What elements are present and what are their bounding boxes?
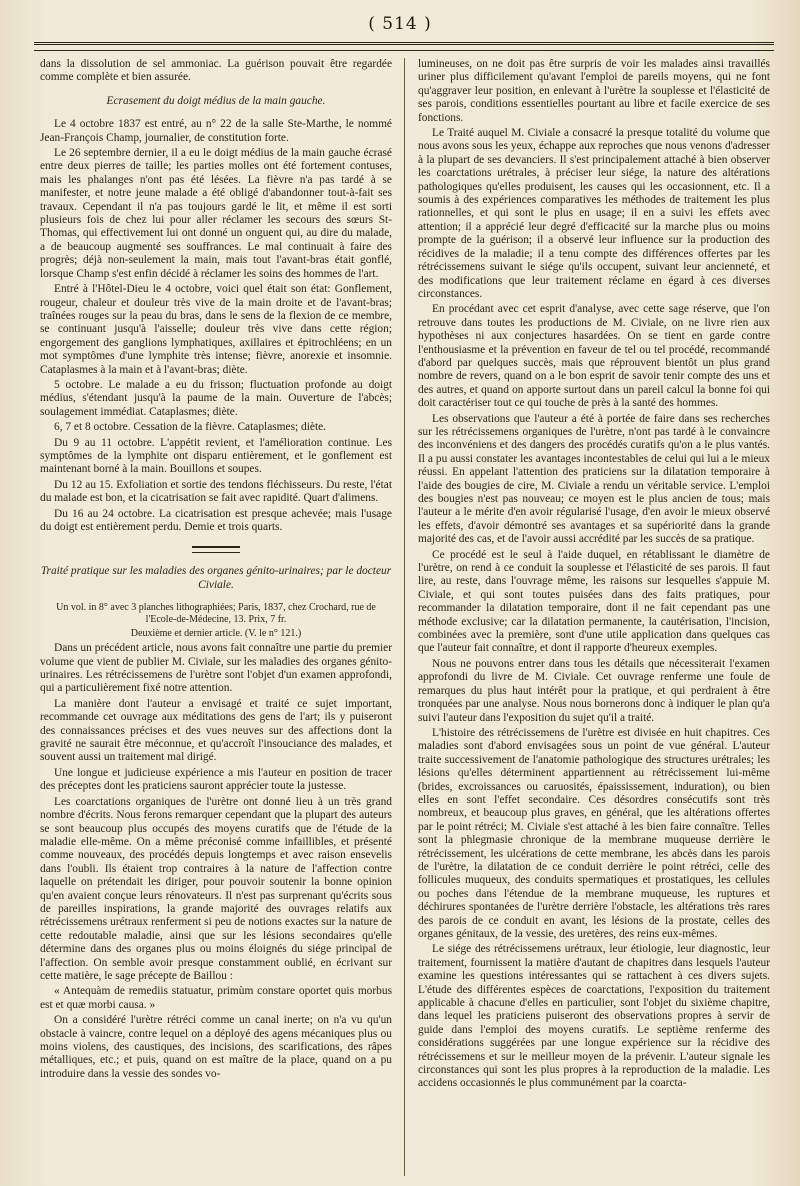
paragraph: Les observations que l'auteur a été à portée de faire dans ses recherches sur les rétrécissemens organiques de l'urètre, n'ont pas tardé à le convaincre des inconvéniens et des dangers des procédés curatifs qu'on a le plus vantés. Il a pu aussi constater les avantages incontestables de celui qui lui a le mieux réussi. En appelant l'attention des praticiens sur la dilatation temporaire à l'aide des bougies de cire, M. Civiale a rendu un véritable service. L'emploi des bougies n'est pas nouveau; ce moyen est le plus ancien de tous; mais l'auteur a le mérite d'en avoir régularisé l'usage, d'en avoir le mieux observé les effets, d'avoir démontré ses avantages et sa supériorité dans la grande majorité des cas, et de l'avoir aussi accrédité par les succès de sa pratique.: [418, 412, 770, 546]
paragraph: Du 9 au 11 octobre. L'appétit revient, et l'amélioration continue. Les symptômes de la lymphite ont disparu entièrement, et le gonflement est maintenant borné à la main. Bouillons et soupes.: [40, 436, 392, 476]
column-divider: [404, 58, 405, 1176]
right-column: [418, 58, 770, 1176]
section-ornament: [192, 546, 240, 553]
paragraph: dans la dissolution de sel ammoniac. La guérison pouvait être regardée comme complète et bien assurée.: [40, 58, 392, 84]
paragraph: Du 16 au 24 octobre. La cicatrisation est presque achevée; mais l'usage du doigt est entièrement perdu. Demie et trois quarts.: [40, 507, 392, 533]
paragraph: 6, 7 et 8 octobre. Cessation de la fièvre. Cataplasmes; diète.: [54, 421, 327, 434]
paragraph: L'histoire des rétrécissemens de l'urètre est divisée en huit chapitres. Ces maladies sont d'abord envisagées sous un point de vue général. L'auteur traite successivement de l'anatomie pathologique des structures urétrales; les lésions qu'elles déterminent appartiennent au rétrécissement lui-même (brides, excroissances ou caruosités, épaississement, induration), ou bien elles en sont l'effet secondaire. Ces désordres consécutifs sont très nombreux, et beaucoup plus graves, en général, que les altérations offertes par le point rétréci; M. Civiale s'est attaché à les bien faire connaître. Telles sont la phlegmasie chronique de la membrane muqueuse derrière le rétrécissement, les ulcérations de cette membrane, les abcès dans les parois de l'urètre, la dilatation de ce conduit derrière le point rétréci, celle des follicules muqueux, des conduits spermatiques et prostatiques, les cellules ou poches dans l'étendue de la membrane muqueuse, les ruptures et déchirures spontanées de l'urètre derrière l'obstacle, les altérations très rares des parois de ce conduit en avant, les lésions de la prostate, celles des organes génitaux, de la vessie, des uretères, des reins eux-mêmes.: [418, 726, 770, 940]
paragraph: lumineuses, on ne doit pas être surpris de voir les malades ainsi travaillés uriner plus difficilement qu'avant l'emploi de pareils moyens, qui ne font qu'aggraver leur position, en enlevant à l'urètre la souplesse et l'élasticité de ses parois, conditions essentielles pourtant au libre et facile exercice de ses fonctions.: [418, 58, 770, 124]
paragraph: Le 4 octobre 1837 est entré, au n° 22 de la salle Ste-Marthe, le nommé Jean-François Champ, journalier, de constitution forte.: [40, 118, 392, 144]
paragraph: Une longue et judicieuse expérience a mis l'auteur en position de tracer des préceptes dont les praticiens sauront apprécier toute la justesse.: [40, 766, 392, 793]
page-number: ( 514 ): [368, 14, 432, 34]
paragraph: Nous ne pouvons entrer dans tous les détails que nécessiterait l'examen approfondi du livre de M. Civiale. Cet ouvrage renferme une foule de remarques du plus haut intérêt pour la pratique, et qui perdraient à être tronquées par une analyse. Nous nous bornerons donc à indiquer le plan qu'a suivi l'auteur dans l'exposition du sujet qu'il a traité.: [418, 657, 770, 724]
paragraph: Du 12 au 15. Exfoliation et sortie des tendons fléchisseurs. Du reste, l'état du malade est bon, et la cicatrisation se fait avec rapidité. Quart d'alimens.: [40, 478, 392, 505]
paragraph: On a considéré l'urètre rétréci comme un canal inerte; on n'a vu qu'un obstacle à vaincre, contre lequel on a déployé des agens mécaniques plus ou moins violens, des caustiques, des incisions, des scarifications, des râpes métalliques, etc.; et puis, quand on est maître de la place, quand on a pu introduire dans la vessie des sondes vo-: [40, 1014, 392, 1080]
paragraph: Deuxième et dernier article. (V. le n° 121.): [130, 628, 302, 640]
section-title: Traité pratique sur les maladies des organes génito-urinaires; par le docteur Civiale.: [40, 565, 392, 591]
paragraph: « Antequàm de remediis statuatur, primùm constare oportet quis morbus est et quæ morbi causa. »: [40, 985, 392, 1011]
paragraph: Dans un précédent article, nous avons fait connaître une partie du premier volume que vient de publier M. Civiale, sur les maladies des organes génito-urinaires. Les rétrécissemens de l'urètre sont l'objet d'un examen approfondi, qui a particulièrement fixé notre attention.: [40, 642, 392, 695]
paragraph: 5 octobre. Le malade a eu du frisson; fluctuation profonde au doigt médius, s'étendant jusqu'à la paume de la main. Ouverture de l'abcès; soulagement immédiat. Cataplasmes; diète.: [40, 378, 392, 418]
paragraph: Entré à l'Hôtel-Dieu le 4 octobre, voici quel était son état: Gonflement, rougeur, chaleur et douleur très vive de la main droite et de l'avant-bras; traînées rouges sur la peau du bras, dans le sens de la flexion de ce membre, se continuant jusqu'à l'aisselle; douleur très vive dans cette région; engorgement des ganglions lymphatiques, axillaires et épitrochléens; en un mot symptômes d'une lymphite très intense; fièvre, anorexie et insomnie. Cataplasmes à la main et à l'avant-bras; diète.: [40, 283, 392, 376]
paragraph: En procédant avec cet esprit d'analyse, avec cette sage réserve, que l'on retrouve dans toutes les productions de M. Civiale, on ne livre rien aux hypothèses ni aux conjectures hasardées. On se tient en garde contre l'enthousiasme et la prévention en faveur de tel ou tel procédé, recommandé d'abord par quelques succès, mais que réprouvent bientôt un plus grand nombre de revers, quand on a le bon esprit de savoir tenir compte des uns et des autres, et quand on apporte surtout dans un pareil calcul la bonne foi qui doit caractériser tout ce qui touche de près à la santé des hommes.: [418, 303, 770, 410]
paragraph: Le siége des rétrécissemens urétraux, leur étiologie, leur diagnostic, leur traitement, fournissent la matière d'autant de chapitres dans lesquels l'auteur examine les questions intéressantes qui se rattachent à ces divers sujets. L'étude des différentes espèces de coarctations, l'exposition du traitement applicable à chacune d'elles en particulier, sont l'objet du sixième chapitre, dans lequel les praticiens puiseront des observations propres à servir de guide dans l'emploi des moyens curatifs. Le septième renferme des considérations suggérées par une longue expérience sur la récidive des rétrécissemens et sur le meilleur moyen de la prévenir. L'auteur signale les circonstances qui sont les plus propres à la reproduction de la maladie. Les accidens occasionnés le plus communément par la coarcta-: [418, 943, 770, 1090]
section-title: Ecrasement du doigt médius de la main gauche.: [106, 94, 326, 107]
paragraph: Un vol. in 8° avec 3 planches lithographiées; Paris, 1837, chez Crochard, rue de l'Ecole-de-Médecine, 13. Prix, 7 fr.: [56, 602, 376, 626]
paragraph: Les coarctations organiques de l'urètre ont donné lieu à un très grand nombre d'écrits. Nous ferons remarquer cependant que la plupart des auteurs se sont beaucoup plus occupés des moyens curatifs que de l'étude de la maladie elle-même. On a même préconisé comme infaillibles, et présenté comme nouveaux, des procédés depuis longtemps et avec raison ensevelis dans l'oubli. Ils étaient trop contraires à la nature de l'affection contre laquelle on prétendait les diriger, pour pouvoir soutenir la bonne opinion qu'en avaient conçue leurs rénovateurs. Il n'est pas surprenant qu'écrits sous de pareilles inspirations, la grande majorité des ouvrages relatifs aux rétrécissemens urétraux renferment si peu de notions exactes sur la nature de cette redoutable maladie, ainsi que sur les lésions secondaires qu'elle détermine dans des organes plus ou moins éloignés du siége principal de l'affection. On semble avoir presque constamment oublié, en écrivant sur cette matière, le sage précepte de Baillou :: [40, 795, 392, 982]
paragraph: Le Traité auquel M. Civiale a consacré la presque totalité du volume que nous avons sous les yeux, échappe aux reproches que nous venons d'adresser à la plupart de ses devanciers. Il s'est principalement attaché à bien observer les coarctations urétrales, à préciser leur siége, la nature des altérations pathologiques qu'elles produisent, les causes qui les occasionnent, etc. Il a soumis à des expériences comparatives les méthodes de traitement les plus rationnelles, et qui sont le plus en usage; il en a suivi les effets avec attention; il a apprécié leur degré d'efficacité sur la marche plus ou moins prompte de la guérison; il a observé leur influence sur la production des récidives de la maladie; il a tenu compte des différences offertes par les rétrécissemens suivant le siége qu'ils occupent, suivant leur ancienneté, et des modifications que leur traitement réclame en égard à ces diverses circonstances.: [418, 127, 770, 300]
paragraph: Ce procédé est le seul à l'aide duquel, en rétablissant le diamètre de l'urètre, on rend à ce conduit la souplesse et l'élasticité de ses parois. Il faut lire, au reste, dans l'ouvrage même, les raisons sur lesquelles s'appuie M. Civiale, et qui sont toutes puisées dans des faits pratiques, pour recommander la dilatation temporaire, dont il ne fait cependant pas une méthode exclusive; car la dilatation permanente, la cautérisation, l'incision, combinées avec la première, sont d'une utile application dans quelques cas que l'auteur fait connaître, et dont il rapporte d'heureux exemples.: [418, 548, 770, 655]
left-column: [40, 58, 392, 1176]
paragraph: La manière dont l'auteur a envisagé et traité ce sujet important, recommande cet ouvrage aux méditations des gens de l'art; ils y puiseront des connaissances précises et des vues neuves sur des affections dont la gravité ne saurait être méconnue, et qu'accroît l'insouciance des malades, et souvent aussi un traitement mal dirigé.: [40, 697, 392, 764]
paragraph: Le 26 septembre dernier, il a eu le doigt médius de la main gauche écrasé entre deux pierres de taille; les parties molles ont été fortement contuses, mais les phalanges n'ont pas été lésées. La fièvre n'a pas tardé à se manifester, et notre jeune malade a été obligé d'abandonner tout-à-fait ses travaux. Cependant il n'a pas toujours gardé le lit, et même il est sorti plusieurs fois de chez lui pour aller réclamer les secours des sœurs St-Thomas, qui effectivement lui ont donné un onguent qui, au dire du malade, a de beaucoup augmenté ses souffrances. Le mal continuait à faire des progrès; déjà non-seulement la main, mais tout l'avant-bras était gonflé, lorsque Champ s'est enfin décidé à réclamer les soins des hommes de l'art.: [40, 147, 392, 280]
header-rule: [34, 42, 774, 51]
